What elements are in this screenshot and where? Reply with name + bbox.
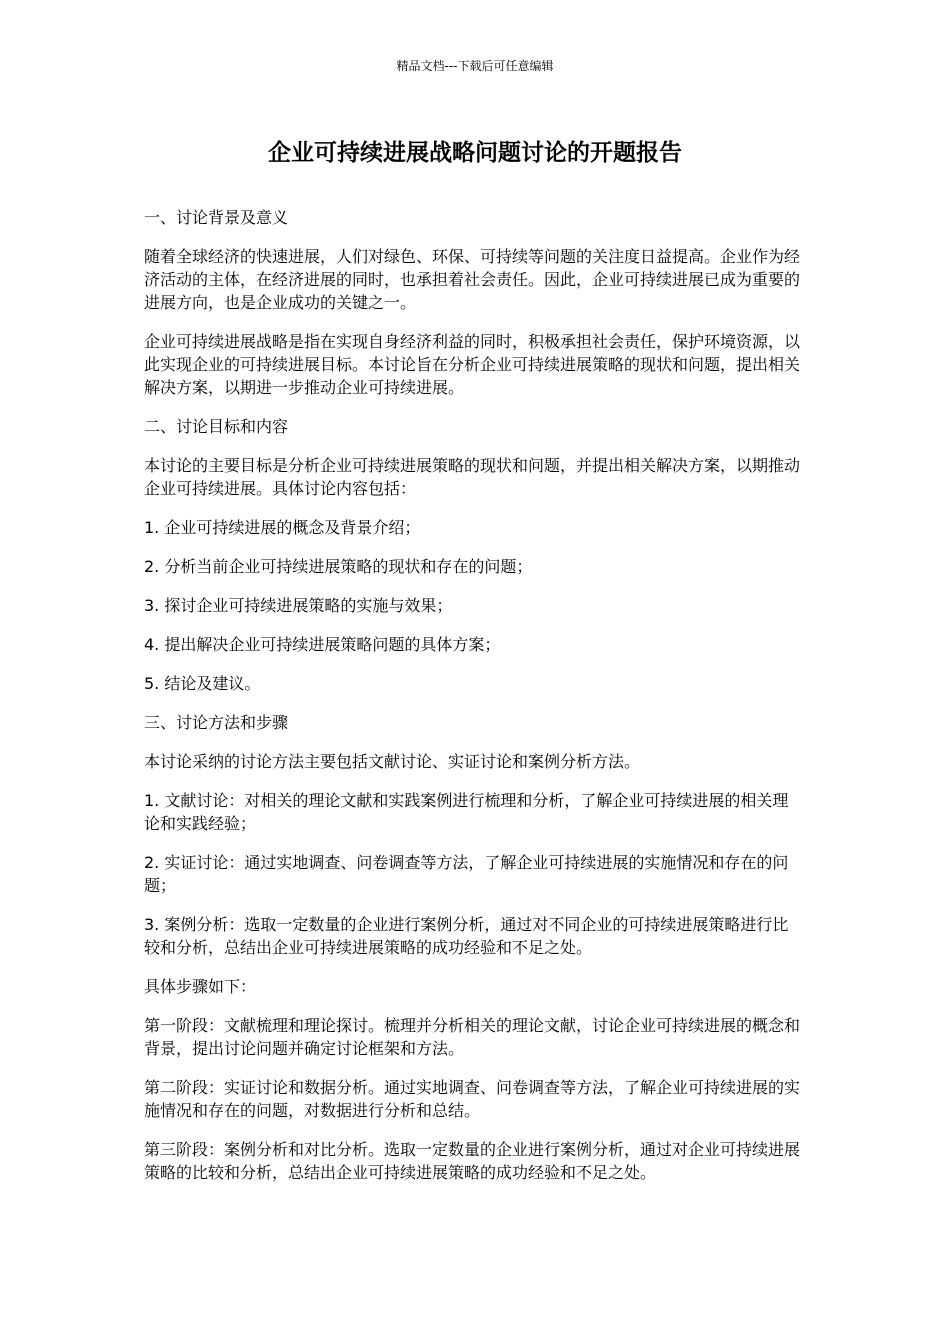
list-item-goal-3: 3. 探讨企业可持续进展策略的实施与效果；: [144, 596, 453, 615]
document-title: 企业可持续进展战略问题讨论的开题报告: [268, 140, 682, 166]
list-item-method-1: 1. 文献讨论：对相关的理论文献和实践案例进行梳理和分析，了解企业可持续进展的相关理论和实践经验；: [144, 791, 789, 833]
section-heading-methods: 三、讨论方法和步骤: [144, 713, 289, 732]
list-item-method-3: 3. 案例分析：选取一定数量的企业进行案例分析，通过对不同企业的可持续进展策略进行比较和分析，总结出企业可持续进展策略的成功经验和不足之处。: [144, 915, 789, 957]
paragraph-stage-2: 第二阶段：实证讨论和数据分析。通过实地调查、问卷调查等方法，了解企业可持续进展的实施情况和存在的问题，对数据进行分析和总结。: [144, 1078, 801, 1120]
page-header: 精品文档---下载后可任意编辑: [396, 59, 554, 73]
section-heading-goals: 二、讨论目标和内容: [144, 417, 289, 436]
paragraph-goals-intro: 本讨论的主要目标是分析企业可持续进展策略的现状和问题，并提出相关解决方案，以期推动企业可持续进展。具体讨论内容包括：: [144, 456, 801, 498]
paragraph-methods-intro: 本讨论采纳的讨论方法主要包括文献讨论、实证讨论和案例分析方法。: [144, 752, 641, 771]
list-item-goal-1: 1. 企业可持续进展的概念及背景介绍；: [144, 518, 421, 537]
paragraph-steps-intro: 具体步骤如下：: [144, 977, 257, 996]
list-item-method-2: 2. 实证讨论：通过实地调查、问卷调查等方法，了解企业可持续进展的实施情况和存在的问题；: [144, 853, 789, 895]
list-item-goal-5: 5. 结论及建议。: [144, 674, 261, 693]
section-heading-background: 一、讨论背景及意义: [144, 208, 289, 227]
list-item-goal-4: 4. 提出解决企业可持续进展策略问题的具体方案；: [144, 635, 501, 654]
list-item-goal-2: 2. 分析当前企业可持续进展策略的现状和存在的问题；: [144, 557, 533, 576]
paragraph-background-2: 企业可持续进展战略是指在实现自身经济利益的同时，积极承担社会责任，保护环境资源，以此实现企业的可持续进展目标。本讨论旨在分析企业可持续进展策略的现状和问题，提出相关解决方案，以期进一步推动企业可持续进展。: [144, 332, 801, 397]
document-body: [144, 206, 802, 1200]
paragraph-stage-3: 第三阶段：案例分析和对比分析。选取一定数量的企业进行案例分析，通过对企业可持续进展策略的比较和分析，总结出企业可持续进展策略的成功经验和不足之处。: [144, 1140, 801, 1182]
paragraph-background-1: 随着全球经济的快速进展，人们对绿色、环保、可持续等问题的关注度日益提高。企业作为经济活动的主体，在经济进展的同时，也承担着社会责任。因此，企业可持续进展已成为重要的进展方向，也是企业成功的关键之一。: [144, 247, 801, 312]
paragraph-stage-1: 第一阶段：文献梳理和理论探讨。梳理并分析相关的理论文献，讨论企业可持续进展的概念和背景，提出讨论问题并确定讨论框架和方法。: [144, 1016, 801, 1058]
